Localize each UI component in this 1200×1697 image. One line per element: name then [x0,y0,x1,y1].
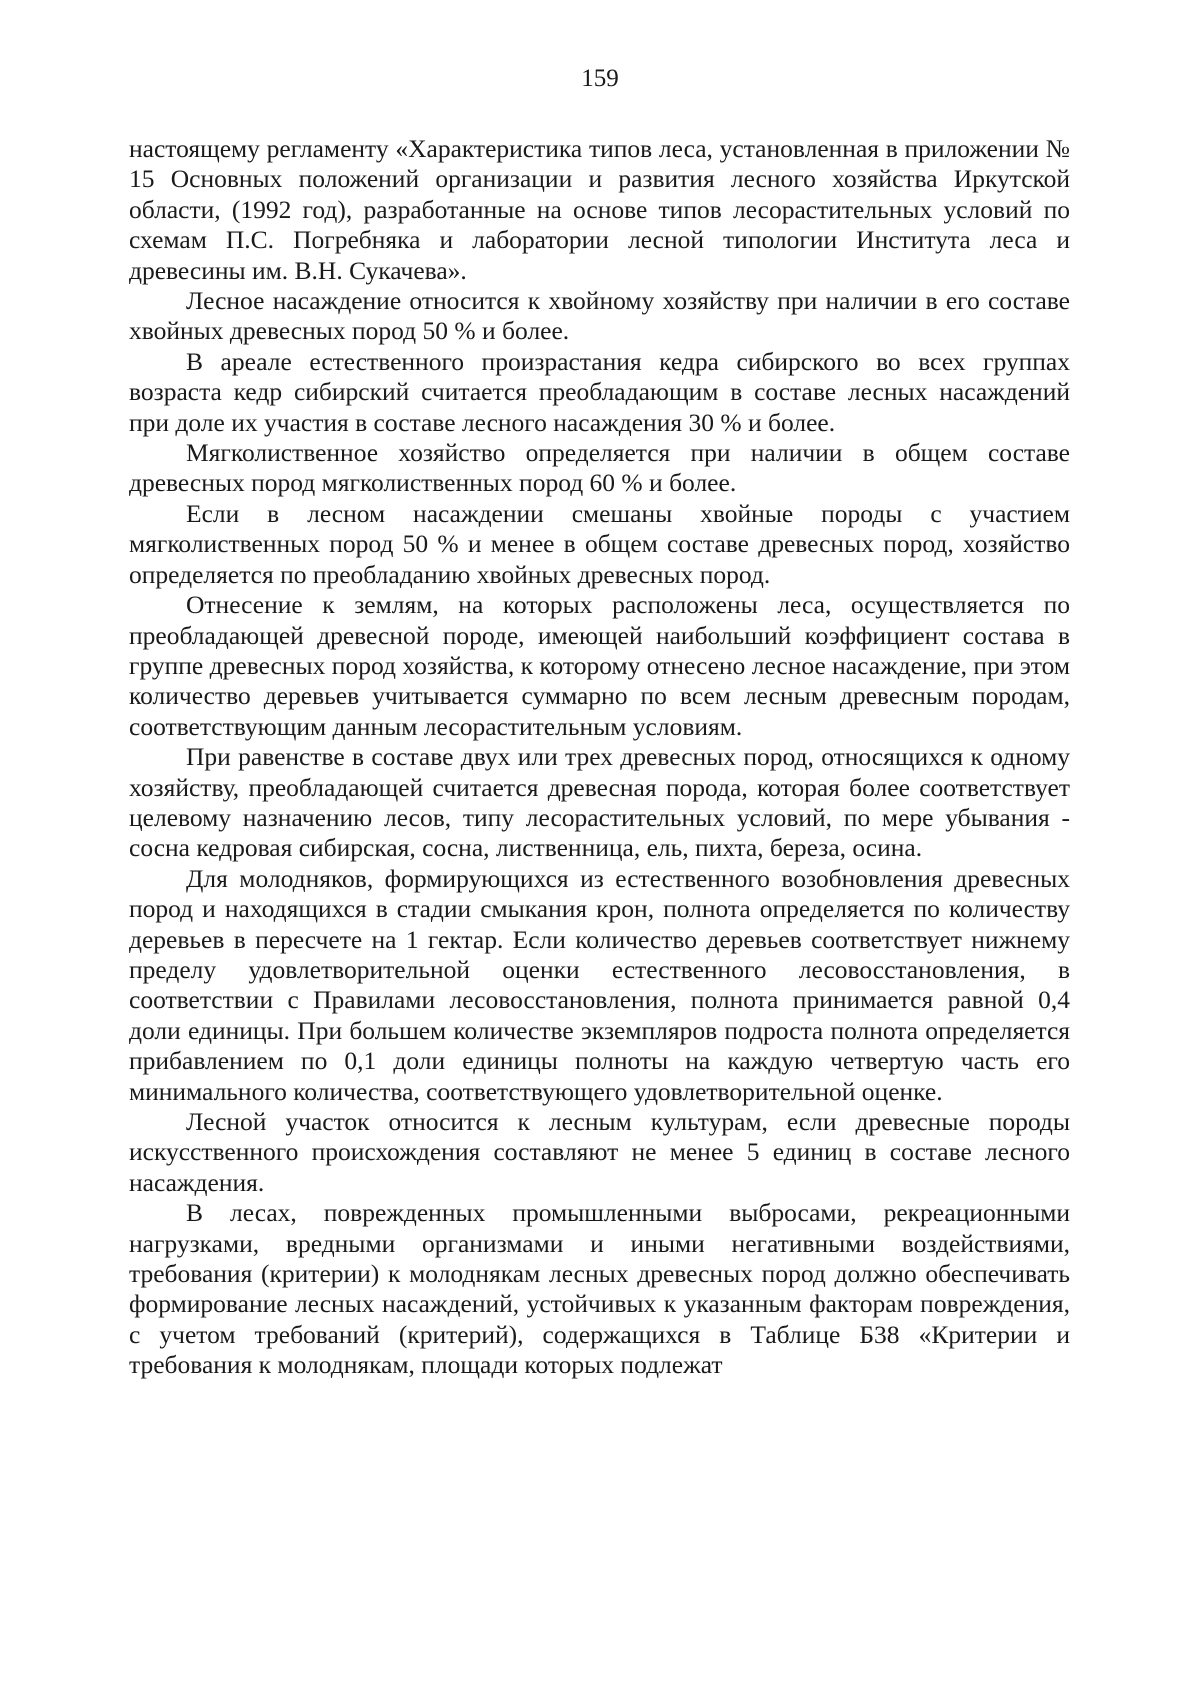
paragraph-mixed-stands: Если в лесном насаждении смешаны хвойные породы с участием мягколиственных пород 50 % и менее в общем составе древесных пород, хозяйство определяется по преобладанию хвойных древесных пород. [129,498,1070,589]
paragraph-forest-cultures: Лесной участок относится к лесным культурам, если древесные породы искусственного происхождения составляют не менее 5 единиц в составе лесного насаждения. [129,1107,1070,1197]
paragraph-land-assignment: Отнесение к землям, на которых расположены леса, осуществляется по преобладающей древесной породе, имеющей наибольший коэффициент состава в группе древесных пород хозяйства, к которому отнесено лесное насаждение, при этом количество деревьев учитывается суммарно по всем лесным древесным породам, соответствующим данным лесорастительным условиям. [129,590,1070,741]
paragraph-young-stands: Для молодняков, формирующихся из естественного возобновления древесных пород и находящихся в стадии смыкания крон, полнота определяется по количеству деревьев в пересчете на 1 гектар. Если количество деревьев соответствует нижнему пределу удовлетворительной оценки естественного лесовосстановления, в соответствии с Правилами лесовосстановления, полнота принимается равной 0,4 доли единицы. При большем количестве экземпляров подроста полнота определяется прибавлением по 0,1 доли единицы полноты на каждую четвертую часть его минимального количества, соответствующего удовлетворительной оценке. [129,863,1070,1106]
paragraph-softwood-farm: Мягколиственное хозяйство определяется при наличии в общем составе древесных пород мягколиственных пород 60 % и более. [129,438,1070,498]
page-number: 159 [581,65,619,92]
paragraph-siberian-cedar: В ареале естественного произрастания кедра сибирского во всех группах возраста кедр сибирский считается преобладающим в составе лесных насаждений при доле их участия в составе лесного насаждения 30 % и более. [129,346,1070,437]
paragraph-conifer-farm: Лесное насаждение относится к хвойному хозяйству при наличии в его составе хвойных древесных пород 50 % и более. [129,286,1070,346]
paragraph-continued: настоящему регламенту «Характеристика типов леса, установленная в приложении № 15 Основных положений организации и развития лесного хозяйства Иркутской области, (1992 год), разработанные на основе типов лесорастительных условий по схемам П.С. Погребняка и лаборатории лесной типологии Института леса и древесины им. В.Н. Сукачева». [129,134,1070,285]
paragraph-equal-composition: При равенстве в составе двух или трех древесных пород, относящихся к одному хозяйству, преобладающей считается древесная порода, которая более соответствует целевому назначению лесов, типу лесорастительных условий, по мере убывания - сосна кедровая сибирская, сосна, лиственница, ель, пихта, береза, осина. [129,742,1070,863]
paragraph-damaged-forests: В лесах, поврежденных промышленными выбросами, рекреационными нагрузками, вредными организмами и иными негативными воздействиями, требования (критерии) к молоднякам лесных древесных пород должно обеспечивать формирование лесных насаждений, устойчивых к указанным факторам повреждения, с учетом требований (критерий), содержащихся в Таблице Б38 «Критерии и требования к молоднякам, площади которых подлежат [129,1198,1070,1380]
document-body [129,134,1070,1381]
